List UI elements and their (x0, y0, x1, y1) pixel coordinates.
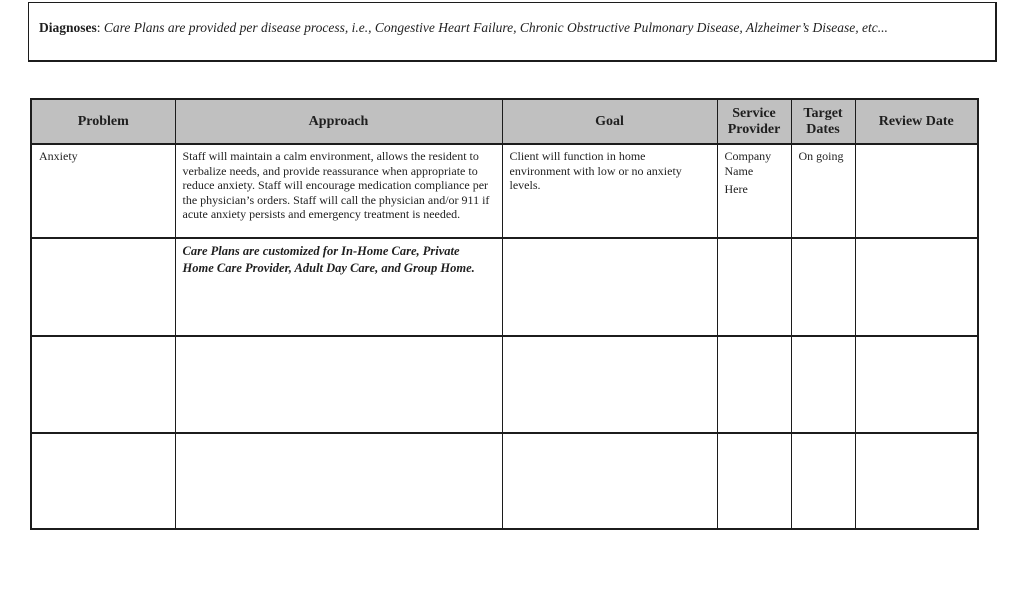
diagnoses-label: Diagnoses (39, 20, 97, 35)
table-row-note (31, 238, 978, 336)
target-dates-cell: On going (791, 144, 855, 238)
service-provider-line: Name (724, 163, 754, 178)
empty-cell (855, 238, 978, 336)
care-plan-table (30, 98, 979, 530)
empty-cell (502, 433, 717, 529)
diagnoses-box (28, 2, 997, 62)
approach-cell: Staff will maintain a calm environment, allows the resident to verbalize needs, and provide reassurance when appropriate to reduce anxiety. Staff will encourage medication compliance per the physician’s orders. Staff will call the physician and/or 911 if acute anxiety persists and emergency treatment is needed. (175, 144, 502, 238)
empty-cell (502, 238, 717, 336)
problem-cell: Anxiety (31, 144, 175, 238)
table-row-empty (31, 336, 978, 433)
empty-cell (791, 336, 855, 433)
empty-cell (31, 336, 175, 433)
column-header-service-provider: Service Provider (717, 99, 791, 144)
empty-cell (717, 433, 791, 529)
empty-cell (855, 433, 978, 529)
empty-cell (31, 238, 175, 336)
empty-cell (31, 433, 175, 529)
column-header-goal: Goal (502, 99, 717, 144)
empty-cell (717, 238, 791, 336)
column-header-approach: Approach (175, 99, 502, 144)
service-provider-line: Here (724, 182, 748, 196)
empty-cell (175, 433, 502, 529)
review-date-cell (855, 144, 978, 238)
column-header-problem: Problem (31, 99, 175, 144)
empty-cell (855, 336, 978, 433)
column-header-review-date: Review Date (855, 99, 978, 144)
diagnoses-text: Care Plans are provided per disease process, i.e., Congestive Heart Failure, Chronic Obstructive Pulmonary Disease, Alzheimer’s Disease, etc... (103, 20, 888, 35)
table-row-anxiety (31, 144, 978, 238)
customization-note-cell (175, 238, 502, 336)
empty-cell (502, 336, 717, 433)
table-header-row (31, 99, 978, 144)
empty-cell (175, 336, 502, 433)
customization-note-text: Care Plans are customized for In-Home Care, Private Home Care Provider, Adult Day Care, and Group Home. (182, 244, 475, 275)
table-row-empty (31, 433, 978, 529)
service-provider-cell (717, 144, 791, 238)
goal-cell: Client will function in home environment with low or no anxiety levels. (502, 144, 717, 238)
empty-cell (791, 433, 855, 529)
column-header-target-dates: Target Dates (791, 99, 855, 144)
empty-cell (717, 336, 791, 433)
empty-cell (791, 238, 855, 336)
diagnoses-separator: : (96, 20, 104, 35)
service-provider-line: Company (724, 149, 772, 163)
